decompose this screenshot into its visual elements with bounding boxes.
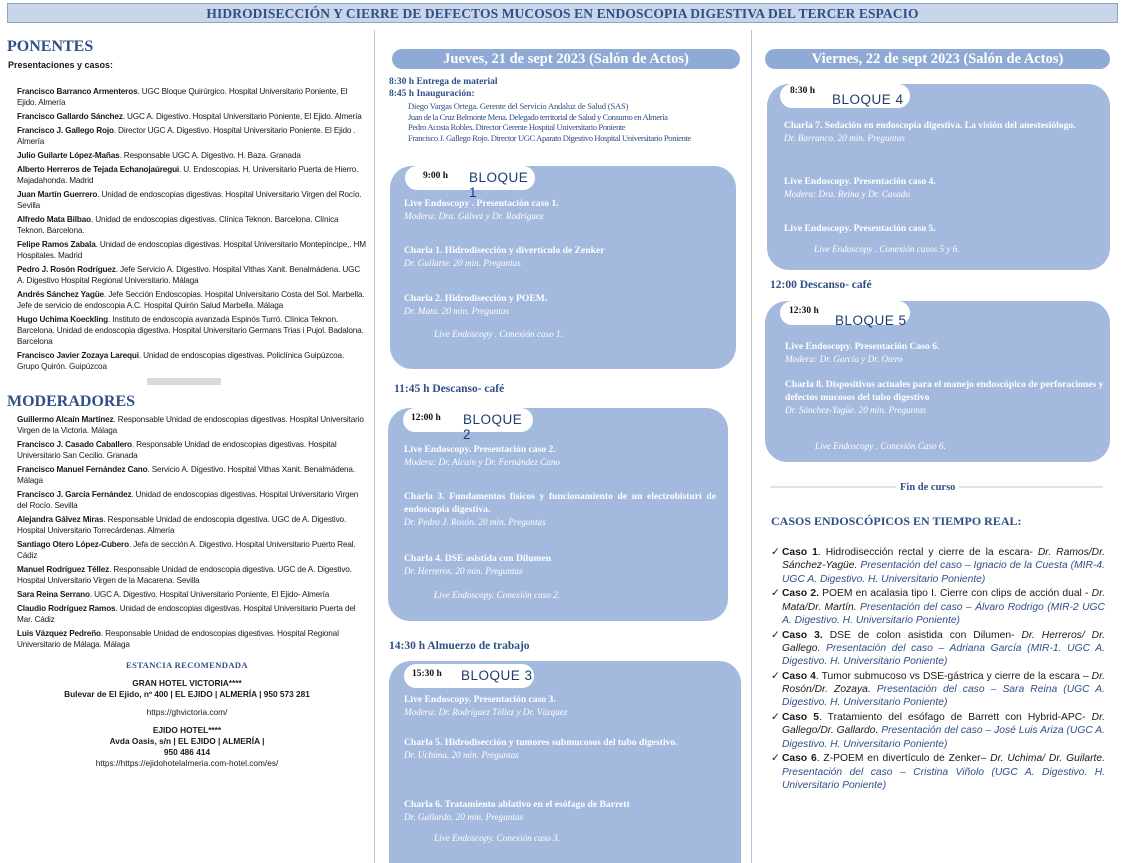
case-doctors: Dr. Mata/Dr. Martín. xyxy=(782,588,1105,613)
agenda-item: Charla 2. Hidrodisección y POEM. Dr. Mata. 20 min. Preguntas xyxy=(404,293,548,316)
bloque-3-tab xyxy=(404,664,534,688)
person-affiliation: . UGC A. Digestivo. Hospital Universitario Poniente, El Ejido. Almería xyxy=(122,112,362,121)
case-presenter: Presentación del caso – Adriana García (MIR-1. UGC A. Digestivo. H. Universitario Poniente) xyxy=(782,642,1105,668)
bloque-2-name: BLOQUE 2 xyxy=(463,412,523,442)
person-entry xyxy=(17,539,367,561)
case-presenter: Presentación del caso – Ignacio de la Cuesta (MIR-4. UGC A. Digestivo. H. Universitario Poniente) xyxy=(782,560,1105,585)
bloque-1-name: BLOQUE 1 xyxy=(469,170,529,200)
agenda-item: Live Endoscopy . Conexión caso 1. xyxy=(434,329,563,339)
case-item xyxy=(771,752,1105,792)
person-affiliation: . Unidad de endoscopias digestivas. Hospital Universitario Puerta del Mar. Cádiz xyxy=(17,604,356,625)
agenda-item: Live Endoscopy. Presentación caso 2. Modera: Dr. Alcaín y Dr. Fernández Cano xyxy=(404,444,561,467)
check-icon: ✓ xyxy=(771,629,780,641)
check-icon: ✓ xyxy=(771,712,780,724)
bloque-1-time: 9:00 h xyxy=(423,171,449,181)
person-name: Francisco J. Gallego Rojo xyxy=(17,125,114,135)
bloque-2-time: 12:00 h xyxy=(411,413,441,423)
person-name: Alfredo Mata Bilbao xyxy=(17,214,92,224)
person-entry xyxy=(17,628,367,650)
person-entry xyxy=(17,214,367,236)
case-text: DSE de colon asistida con Dilumen- xyxy=(822,629,1022,641)
hotel1-name: GRAN HOTEL VICTORIA**** xyxy=(132,678,242,689)
person-name: Pedro J. Rosón Rodríguez xyxy=(17,264,116,274)
person-entry xyxy=(17,439,367,461)
person-entry xyxy=(17,314,367,348)
bloque-3-time: 15:30 h xyxy=(412,669,442,679)
agenda-item: Live Endoscopy. Presentación caso 5. xyxy=(784,223,936,234)
inauguracion-list xyxy=(408,101,754,144)
person-affiliation: . Unidad de endoscopias digestivas. Policlínica Guipúzcoa. Grupo Quirón. Guipúzcoa xyxy=(17,350,345,371)
person-affiliation: . Unidad de endoscopias digestivas. Hospital Universitario Virgen del Rocío. Sevilla xyxy=(17,490,359,511)
agenda-item: Live Endoscopy . Conexión Caso 6. xyxy=(815,441,946,451)
person-entry xyxy=(17,564,367,586)
bloque-5-time: 12:30 h xyxy=(789,306,819,316)
person-name: Luis Vázquez Pedreño xyxy=(17,629,101,638)
case-label: Caso 1 xyxy=(782,547,818,558)
person-affiliation: . Responsable Unidad de endoscopias digestivas. Hospital Universitario Virgen de la Victoria. Málaga xyxy=(17,415,364,436)
person-name: Claudio Rodríguez Ramos xyxy=(17,604,116,613)
person-entry xyxy=(17,414,367,436)
case-label: Caso 2. xyxy=(782,588,819,600)
hotel2-name: EJIDO HOTEL**** xyxy=(152,725,222,736)
person-entry xyxy=(17,125,367,147)
bloque-5-tab xyxy=(780,301,910,328)
moderadores-list xyxy=(17,414,367,650)
person-affiliation: . Jefe Sección Endoscopias. Hospital Universitario Costa del Sol. Marbella. Jefe de servicio de endoscopia A.C. Hospital Quirón Salud Marbella. Málaga xyxy=(17,289,365,310)
bloque-4-time: 8:30 h xyxy=(790,86,816,96)
person-affiliation: . UGC A. Digestivo. Hospital Universitario Poniente, El Ejido- Almería xyxy=(89,590,330,600)
agenda-item: Charla 7. Sedación en endoscopia digestiva. La visión del anestesiólogo. Dr. Barranco. 20 min. Preguntas xyxy=(784,120,1076,143)
person-affiliation: . Responsable UGC A. Digestivo. H. Baza. Granada xyxy=(119,150,301,160)
person-entry xyxy=(17,514,367,536)
inaug-line: Francisco J. Gallego Rojo. Director UGC Aparato Digestivo Hospital Universitario Poniente xyxy=(408,133,691,144)
person-affiliation: . Director UGC A. Digestivo. Hospital Universitario Poniente. El Ejido . Almería xyxy=(17,125,356,146)
check-icon: ✓ xyxy=(771,547,780,558)
agenda-item: Live Endoscopy . Presentación caso 1. Modera: Dra. Gálvez y Dr. Rodríguez xyxy=(404,198,559,221)
person-name: Francisco J. Casado Caballero xyxy=(17,440,132,450)
case-doctors: Dr. Uchima/ Dr. Guilarte. xyxy=(990,753,1105,765)
person-name: Andrés Sánchez Yagüe xyxy=(17,289,104,299)
person-entry xyxy=(17,489,367,511)
agenda-item: Live Endoscopy. Presentación caso 4. Modera: Dra. Reina y Dr. Casado xyxy=(784,176,936,199)
person-entry xyxy=(17,603,367,625)
person-affiliation: . Responsable Unidad de endoscopia digestiva. UGC de A. Digestivo. Hospital Universitario Torrecárdenas. Almería xyxy=(17,515,347,536)
inaug-line: Pedro Acosta Robles. Director Gerente Hospital Universitario Poniente xyxy=(408,122,626,133)
break-almuerzo: 14:30 h Almuerzo de trabajo xyxy=(389,640,530,652)
person-name: Francisco Gallardo Sánchez xyxy=(17,112,123,121)
person-name: Alejandra Gálvez Miras xyxy=(17,515,104,525)
bloque-4-name: BLOQUE 4 xyxy=(832,92,904,107)
bloque-4-tab xyxy=(780,84,910,108)
viernes-header: Viernes, 22 de sept 2023 (Salón de Actos) xyxy=(765,49,1110,69)
person-name: Felipe Ramos Zabala xyxy=(17,239,96,249)
person-name: Juan Martín Guerrero xyxy=(17,189,98,199)
estancia-heading: ESTANCIA RECOMENDADA xyxy=(126,660,248,671)
ponentes-list xyxy=(17,86,367,372)
check-icon: ✓ xyxy=(771,670,780,682)
case-presenter: Presentación del caso – Cristina Viñolo (UGC A. Digestivo. H. Universitario Poniente) xyxy=(782,766,1105,791)
person-affiliation: . Responsable Unidad de endoscopias digestivas. Hospital Universitario San Cecilio. Granada xyxy=(17,440,337,461)
estancia-section xyxy=(7,660,367,769)
case-text: . Hidrodisección rectal y cierre de la escara- xyxy=(817,547,1038,558)
person-entry xyxy=(17,264,367,286)
moderadores-heading: MODERADORES xyxy=(7,393,136,411)
case-label: Caso 6 xyxy=(782,753,817,765)
case-item xyxy=(771,587,1105,627)
hotel2-address: Avda Oasis, s/n | EL EJIDO | ALMERÍA | xyxy=(109,736,265,747)
left-column xyxy=(7,38,367,769)
person-affiliation: . Instituto de endoscopia avanzada Espinós Turró. Clínica Teknon. Barcelona. Unidad de endoscopia digestiva. Hospital Universitario Germans Trias i Pujol. Badalona. Barcelona xyxy=(17,314,364,346)
agenda-item: Live Endoscopy. Presentación Caso 6. Modera: Dr. García y Dr. Otero xyxy=(785,341,940,364)
agenda-item: Live Endoscopy. Presentación caso 3. Modera: Dr. Rodríguez Téllez y Dr. Vázquez xyxy=(404,694,568,717)
person-name: Santiago Otero López-Cubero xyxy=(17,540,129,550)
inaug-line: Diego Vargas Ortega. Gerente del Servicio Andaluz de Salud (SAS) xyxy=(408,101,629,111)
column-divider xyxy=(374,30,375,863)
person-name: Alberto Herreros de Tejada Echanojaúregui xyxy=(17,164,180,174)
case-item xyxy=(771,629,1105,669)
agenda-item: Charla 6. Tratamiento ablativo en el esófago de Barrett Dr. Gallardo. 20 min. Preguntas xyxy=(404,799,630,822)
person-affiliation: . Responsable Unidad de endoscopia digestiva. UGC de A. Digestivo. Hospital Universitario Virgen de la Macarena. Sevilla xyxy=(17,565,352,586)
person-name: Francisco Manuel Fernández Cano xyxy=(17,465,148,475)
hotel1-url[interactable]: https://ghvictoria.com/ xyxy=(146,707,228,718)
person-name: Julio Guilarte López-Mañas xyxy=(17,150,120,160)
person-name: Francisco Barranco Armenteros xyxy=(17,87,138,96)
person-entry xyxy=(17,589,367,600)
bloque-5 xyxy=(765,301,1110,462)
agenda-item: Charla 1. Hidrodisección y divertículo de Zenker Dr. Guilarte. 20 min. Preguntas xyxy=(404,245,605,268)
bloque-2-tab xyxy=(403,408,533,442)
case-text: . Z-POEM en divertículo de Zenker– xyxy=(816,753,991,765)
case-text: . Tratamiento del esófago de Barrett con Hybrid-APC- xyxy=(818,712,1092,724)
case-label: Caso 4 xyxy=(782,670,816,682)
column-divider xyxy=(751,30,752,863)
agenda-item: Charla 4. DSE asistida con Dilumen Dr. Herreros. 20 min. Preguntas xyxy=(404,553,552,576)
ponentes-heading: PONENTES xyxy=(7,38,94,55)
break-cafe-viernes: 12:00 Descanso- café xyxy=(770,279,872,291)
agenda-item: Live Endoscopy. Conexión caso 2. xyxy=(434,590,561,600)
person-affiliation: . Jefe Servicio A. Digestivo. Hospital Vithas Xanit. Benalmádena. UGC A. Digestivo Hospital Regional Universitario. Málaga xyxy=(17,264,361,285)
hotel1-address: Bulevar de El Ejido, nº 400 | EL EJIDO | ALMERÍA | 950 573 281 xyxy=(64,689,310,700)
person-entry xyxy=(17,189,367,211)
case-item xyxy=(771,670,1105,710)
person-affiliation: . UGC Bloque Quirúrgico. Hospital Universitario Poniente, El Ejido. Almería xyxy=(17,87,348,108)
person-name: Hugo Uchima Koeckling xyxy=(17,314,109,324)
person-name: Francisco Javier Zozaya Larequi xyxy=(17,350,139,360)
case-presenter: Presentación del caso – José Luis Ariza (UGC A. Digestivo. H. Universitario Poniente) xyxy=(782,725,1105,750)
person-name: Sara Reina Serrano xyxy=(17,590,90,600)
cases-heading: CASOS ENDOSCÓPICOS EN TIEMPO REAL: xyxy=(771,514,1022,528)
hotel2-phone: 950 486 414 xyxy=(163,747,211,758)
person-entry xyxy=(17,164,367,186)
divider-bar xyxy=(147,378,221,385)
person-entry xyxy=(17,350,367,372)
person-name: Guillermo Alcaín Martínez xyxy=(17,415,114,425)
person-affiliation: . Unidad de endoscopias digestivas. Clínica Teknon. Barcelona. Clínica Teknon. Barcelona. xyxy=(17,214,339,235)
case-doctors: Dr. Gallego/Dr. Gallardo. xyxy=(782,712,1105,737)
case-item xyxy=(771,546,1105,586)
bloque-4 xyxy=(767,84,1110,270)
check-icon: ✓ xyxy=(771,588,780,600)
case-text: . Tumor submucoso vs DSE-gástrica y cierre de la escara – xyxy=(815,670,1092,682)
person-affiliation: . Servicio A. Digestivo. Hospital Vithas Xanit. Benalmádena. Málaga xyxy=(17,465,355,486)
break-cafe: 11:45 h Descanso- café xyxy=(394,383,505,395)
bloque-3-name: BLOQUE 3 xyxy=(461,668,533,683)
agenda-item: Charla 5. Hidrodisección y tumores submucosos del tubo digestivo. Dr. Uchima. 20 min. Preguntas xyxy=(404,737,678,760)
person-affiliation: . Unidad de endoscopias digestivas. Hospital Universitario Montepíncipe,. HM Hospitales. Madrid xyxy=(17,239,366,260)
person-entry xyxy=(17,289,367,311)
entrega-line: 8:30 h Entrega de material xyxy=(389,77,498,87)
cases-list xyxy=(771,546,1105,794)
ponentes-subheading: Presentaciones y casos: xyxy=(8,60,114,70)
person-name: Francisco J. García Fernández xyxy=(17,490,132,500)
person-name: Manuel Rodríguez Téllez xyxy=(17,565,110,575)
case-presenter: Presentación del caso – Álvaro Rodrigo (MIR-2 UGC A. Digestivo. H. Universitario Poniente) xyxy=(782,601,1105,626)
bloque-2 xyxy=(388,408,728,621)
case-doctors: Dr. Rosón/Dr. Zozaya. xyxy=(782,670,1105,696)
jueves-header: Jueves, 21 de sept 2023 (Salón de Actos) xyxy=(392,49,740,69)
agenda-item: Charla 3. Fundamentos físicos y funcionamiento de un electrobisturí de endoscopia digestiva. Dr. Pedro J. Rosón. 20 min. Preguntas xyxy=(404,491,716,527)
fin-de-curso: Fin de curso xyxy=(896,482,959,493)
agenda-item: Live Endoscopy . Conexión casos 5 y 6. xyxy=(814,244,960,254)
inaug-line: Juan de la Cruz Belmonte Mena. Delegado territorial de Salud y Consumo en Almería xyxy=(408,111,668,122)
case-presenter: Presentación del caso – Sara Reina (UGC A. Digestivo. H. Universitario Poniente) xyxy=(782,684,1106,709)
bloque-5-name: BLOQUE 5 xyxy=(835,313,907,328)
case-doctors: Dr. Ramos/Dr. Sánchez-Yagüe. xyxy=(782,547,1105,572)
case-item xyxy=(771,711,1105,751)
person-entry xyxy=(17,111,367,122)
agenda-item: Charla 8. Dispositivos actuales para el manejo endoscópico de perforaciones y defectos mucosos del tubo digestivo Dr. Sánchez-Yagüe. 20 min. Preguntas xyxy=(785,379,1104,415)
person-entry xyxy=(17,150,367,161)
bloque-1 xyxy=(390,166,736,369)
bloque-3 xyxy=(389,661,741,863)
person-entry xyxy=(17,239,367,261)
case-label: Caso 3. xyxy=(782,629,823,641)
person-entry xyxy=(17,464,367,486)
case-text: POEM en acalasia tipo I. Cierre con clips de acción dual - xyxy=(818,588,1092,600)
person-entry xyxy=(17,86,367,108)
case-doctors: Dr. Herreros/ Dr. Gallego. xyxy=(782,629,1105,654)
check-icon: ✓ xyxy=(771,753,780,765)
person-affiliation: . U. Endoscopias. H. Universitario Puerta de Hierro. Majadahonda. Madrid xyxy=(17,164,359,185)
person-affiliation: . Unidad de endoscopias digestivas. Hospital Universitario Virgen del Rocío. Sevilla xyxy=(17,189,362,210)
person-affiliation: . Jefa de sección A. Digestivo. Hospital Universitario Puerto Real. Cádiz xyxy=(17,540,356,561)
case-label: Caso 5 xyxy=(782,712,819,724)
agenda-item: Live Endoscopy. Conexión caso 3. xyxy=(434,833,561,843)
person-affiliation: . Responsable Unidad de endoscopias digestivas. Hospital Regional Universitario de Málaga. Málaga xyxy=(17,629,339,650)
page-title: HIDRODISECCIÓN Y CIERRE DE DEFECTOS MUCOSOS EN ENDOSCOPIA DIGESTIVA DEL TERCER ESPACIO xyxy=(7,3,1118,23)
hotel2-url[interactable]: https://https://ejidohotelalmeria.com-hotel.com/es/ xyxy=(95,758,279,769)
bloque-1-tab xyxy=(405,166,535,200)
inauguracion-line: 8:45 h Inauguración: xyxy=(389,89,475,99)
